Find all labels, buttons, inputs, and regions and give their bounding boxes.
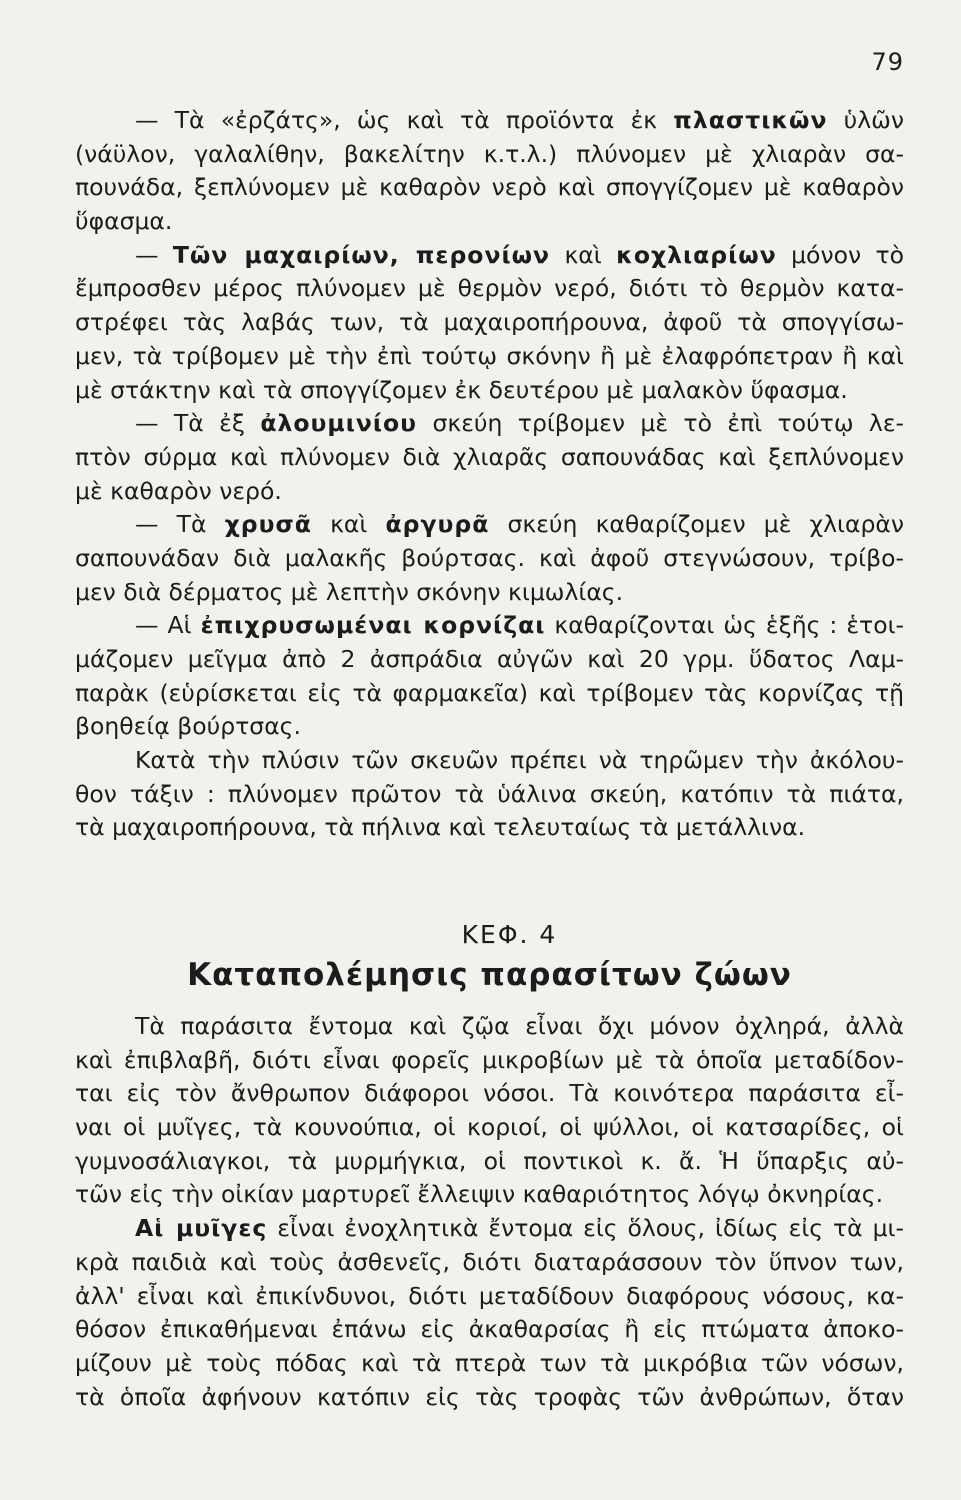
text-line — [75, 138, 904, 172]
body-text-section-2 — [75, 1010, 904, 1414]
text-run: τὰ ὁποῖα ἀφήνουν κατόπιν εἰς τὰς τροφὰς τῶν ἀνθρώπων, ὅταν — [75, 1382, 904, 1411]
text-line — [75, 475, 904, 509]
text-line — [75, 239, 904, 273]
text-run: σκεύη καθαρίζομεν μὲ χλιαρὰν — [489, 510, 904, 539]
emphasized-term: Αἱ μυῖγες — [135, 1214, 268, 1243]
text-line — [75, 811, 904, 845]
text-line — [75, 1313, 904, 1347]
text-line — [75, 272, 904, 306]
emphasized-term: κοχλιαρίων — [616, 240, 777, 269]
emphasized-term: ἐπιχρυσωμέναι κορνίζαι — [200, 611, 546, 640]
text-run: ται εἰς τὸν ἄνθρωπον διάφοροι νόσοι. Τὰ κοινότερα παράσιτα εἶ- — [75, 1079, 904, 1108]
emphasized-term: Τῶν μαχαιρίων, περονίων — [172, 240, 551, 269]
text-run: ὕφασμα. — [75, 207, 173, 236]
text-line — [75, 1381, 904, 1415]
text-run: πουνάδα, ξεπλύνομεν μὲ καθαρὸν νερὸ καὶ σπογγίζομεν μὲ καθαρὸν — [75, 173, 904, 202]
text-line — [75, 1077, 904, 1111]
text-line — [75, 407, 904, 441]
emphasized-term: χρυσᾶ — [224, 510, 312, 539]
text-run: σαπουνάδαν διὰ μαλακῆς βούρτσας. καὶ ἀφοῦ στεγνώσουν, τρίβο- — [75, 543, 904, 572]
emphasized-term: ἀργυρᾶ — [385, 510, 490, 539]
text-line — [75, 1178, 904, 1212]
page-number: 79 — [871, 48, 904, 76]
text-run: καθαρίζονται ὡς ἑξῆς : ἑτοι- — [545, 611, 904, 640]
text-run: καὶ — [550, 240, 617, 269]
text-run: Τὰ παράσιτα ἔντομα καὶ ζῷα εἶναι ὄχι μόνον ὀχληρά, ἀλλὰ — [135, 1012, 904, 1040]
text-run: — Τὰ ἐξ — [135, 409, 261, 438]
text-run: βοηθείᾳ βούρτσας. — [75, 712, 301, 741]
text-run: μὲ καθαρὸν νερό. — [75, 476, 282, 505]
text-run: τῶν εἰς τὴν οἰκίαν μαρτυρεῖ ἔλλειψιν καθαριότητος λόγῳ ὀκνηρίας. — [75, 1180, 884, 1209]
text-run: κρὰ παιδιὰ καὶ τοὺς ἀσθενεῖς, διότι διαταράσσουν τὸν ὕπνον των, — [75, 1247, 904, 1276]
text-line — [75, 306, 904, 340]
text-run: τὰ μαχαιροπήρουνα, τὰ πήλινα καὶ τελευταίως τὰ μετάλλινα. — [75, 813, 806, 842]
chapter-title: Καταπολέμησις παρασίτων ζώων — [187, 957, 792, 993]
text-line — [75, 778, 904, 812]
text-run: γυμνοσάλιαγκοι, τὰ μυρμήγκια, οἱ ποντικοὶ κ. ἄ. Ἡ ὕπαρξις αὐ- — [75, 1146, 904, 1175]
text-line — [75, 609, 904, 643]
text-run: — Τὰ — [135, 510, 225, 539]
text-line — [75, 374, 904, 408]
text-run: μεν, τὰ τρίβομεν μὲ τὴν ἐπὶ τούτῳ σκόνην ἢ μὲ ἐλαφρόπετραν ἢ καὶ — [75, 341, 904, 370]
body-text-section-1 — [75, 104, 904, 845]
text-line — [75, 1111, 904, 1145]
text-line — [75, 1347, 904, 1381]
text-run: στρέφει τὰς λαβάς των, τὰ μαχαιροπήρουνα, ἀφοῦ τὰ σπογγίσω- — [75, 308, 904, 337]
emphasized-term: ἀλουμινίου — [260, 409, 418, 438]
text-run: (νάϋλον, γαλαλίθην, βακελίτην κ.τ.λ.) πλύνομεν μὲ χλιαρὰν σα- — [75, 139, 904, 168]
text-run: — Αἱ — [135, 611, 201, 640]
text-run: — Τὰ «ἐρζάτς», ὡς καὶ τὰ προϊόντα ἐκ — [135, 106, 674, 134]
text-run: καὶ — [311, 510, 386, 539]
text-line — [75, 171, 904, 205]
text-line — [75, 744, 904, 778]
text-line — [75, 576, 904, 610]
text-run: μεν διὰ δέρματος μὲ λεπτὴν σκόνην κιμωλίας. — [75, 577, 624, 606]
text-run: σκεύη τρίβομεν μὲ τὸ ἐπὶ τούτῳ λε- — [417, 409, 904, 438]
text-line — [75, 542, 904, 576]
text-run: ναι οἱ μυῖγες, τὰ κουνούπια, οἱ κοριοί, οἱ ψύλλοι, οἱ κατσαρίδες, οἱ — [75, 1113, 904, 1142]
text-run: καὶ ἐπιβλαβῆ, διότι εἶναι φορεῖς μικροβίων μὲ τὰ ὁποῖα μεταδίδον- — [75, 1045, 904, 1074]
text-line — [75, 1010, 904, 1044]
text-line — [75, 1044, 904, 1078]
text-line — [75, 104, 904, 138]
text-run: — — [135, 240, 173, 269]
text-line — [75, 340, 904, 374]
text-run: θον τάξιν : πλύνομεν πρῶτον τὰ ὑάλινα σκεύη, κατόπιν τὰ πιάτα, — [75, 779, 904, 808]
emphasized-term: πλαστικῶν — [673, 106, 828, 134]
text-run: πτὸν σύρμα καὶ πλύνομεν διὰ χλιαρᾶς σαπουνάδας καὶ ξεπλύνομεν — [75, 442, 904, 471]
text-run: Κατὰ τὴν πλύσιν τῶν σκευῶν πρέπει νὰ τηρῶμεν τὴν ἀκόλου- — [135, 746, 904, 775]
text-run: παρὰκ (εὑρίσκεται εἰς τὰ φαρμακεῖα) καὶ τρίβομεν τὰς κορνίζας τῇ — [75, 678, 904, 707]
chapter-heading — [75, 918, 904, 998]
text-run: ἀλλ' εἶναι καὶ ἐπικίνδυνοι, διότι μεταδίδουν διαφόρους νόσους, κα- — [75, 1281, 904, 1310]
text-line — [75, 441, 904, 475]
text-run: θόσον ἐπικαθήμεναι ἐπάνω εἰς ἀκαθαρσίας ἢ εἰς πτώματα ἀποκο- — [75, 1315, 904, 1344]
text-run: μίζουν μὲ τοὺς πόδας καὶ τὰ πτερὰ των τὰ μικρόβια τῶν νόσων, — [75, 1348, 904, 1377]
text-line — [75, 1280, 904, 1314]
chapter-number: ΚΕΦ. 4 — [461, 920, 558, 949]
text-run: μάζομεν μεῖγμα ἀπὸ 2 ἀσπράδια αὐγῶν καὶ 20 γρμ. ὕδατος Λαμ- — [75, 645, 904, 673]
text-line — [75, 1212, 904, 1246]
text-line — [75, 1246, 904, 1280]
text-run: μόνον τὸ — [776, 240, 904, 269]
text-line — [75, 205, 904, 239]
text-line — [75, 643, 904, 677]
text-line — [75, 1145, 904, 1179]
text-run: μὲ στάκτην καὶ τὰ σπογγίζομεν ἐκ δευτέρου μὲ μαλακὸν ὕφασμα. — [75, 375, 848, 404]
text-run: εἶναι ἐνοχλητικὰ ἔντομα εἰς ὅλους, ἰδίως εἰς τὰ μι- — [267, 1214, 904, 1243]
text-line — [75, 710, 904, 744]
text-line — [75, 508, 904, 542]
text-run: ἔμπροσθεν μέρος πλύνομεν μὲ θερμὸν νερό, διότι τὸ θερμὸν κατα- — [75, 274, 904, 303]
text-run: ὑλῶν — [827, 106, 904, 134]
text-line — [75, 677, 904, 711]
